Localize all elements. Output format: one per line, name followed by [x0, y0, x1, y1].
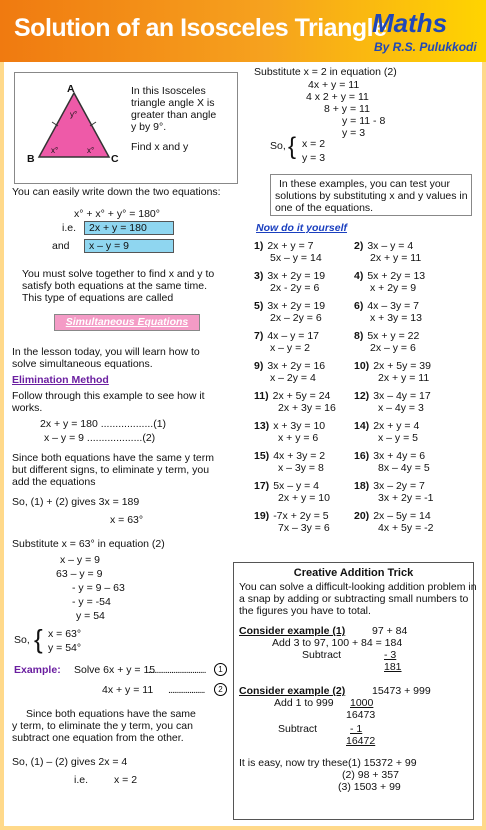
- test-line2: solutions by substituting x and y values in: [275, 190, 468, 202]
- problem-number: 11): [254, 390, 269, 402]
- right-step-2: 4 x 2 + y = 11: [306, 91, 369, 103]
- example-dots-1: ..............................: [148, 664, 206, 676]
- test-line1: In these examples, you can test your: [279, 178, 451, 190]
- circle-1: 1: [214, 663, 227, 676]
- substitute-2: Substitute x = 2 in equation (2): [254, 66, 397, 78]
- example2-1000: 1000: [350, 697, 374, 709]
- since2-line2: y term, to eliminate the y term, you can: [12, 720, 193, 732]
- problem-equation-b: 4x + 5y = -2: [378, 522, 434, 534]
- step-1: x – y = 9: [60, 554, 100, 566]
- problem-equation-a: 2x + y = 4: [373, 420, 420, 432]
- example2-add: Add 1 to 999: [274, 697, 334, 709]
- problem-equation-b: 7x – 3y = 6: [278, 522, 330, 534]
- example2-16473: 16473: [346, 709, 376, 721]
- so-label-left: So,: [14, 634, 30, 646]
- since-line3: add the equations: [12, 476, 96, 488]
- trick-desc-2: a snap by adding or subtracting small numbers to: [239, 593, 469, 605]
- brace-left: {: [34, 624, 43, 654]
- answer-x-63: x = 63°: [48, 628, 82, 640]
- system-eq-1: 2x + y = 180 ..................(1): [40, 418, 167, 430]
- problem-number: 6): [354, 300, 364, 312]
- subtract-label-2: Subtract: [278, 723, 318, 735]
- equation-sum: x° + x° + y° = 180°: [74, 208, 160, 220]
- problem-number: 17): [254, 480, 270, 492]
- equation-2-box: x – y = 9: [84, 239, 174, 253]
- content-area: [4, 62, 482, 826]
- para1-line1: You must solve together to find x and y to: [22, 268, 215, 280]
- example-label: Example:: [14, 664, 61, 676]
- add-result: So, (1) + (2) gives 3x = 189: [12, 496, 140, 508]
- try-1: (1) 15372 + 99: [348, 757, 417, 769]
- author-label: By R.S. Pulukkodi: [374, 40, 477, 54]
- elimination-heading: Elimination Method: [12, 374, 109, 386]
- since2-line3: subtract one equation from the other.: [12, 732, 184, 744]
- para2-line1: In the lesson today, you will learn how to: [12, 346, 200, 358]
- since-line2: but different signs, to eliminate y term, you: [12, 464, 210, 476]
- answer-x-2: x = 2: [302, 138, 326, 150]
- trick-title: Creative Addition Trick: [293, 567, 414, 579]
- angle-x-left-label: x°: [51, 146, 59, 155]
- vertex-c-label: C: [111, 153, 119, 165]
- equation-2-box-wrap: [84, 239, 174, 253]
- problem-number: 20): [354, 510, 370, 522]
- problem-item: [254, 480, 330, 504]
- intro-text: You can easily write down the two equations:: [12, 186, 221, 198]
- and-label: and: [52, 240, 70, 252]
- example1-subtract: - 3: [384, 649, 397, 661]
- problem-number: 16): [354, 450, 370, 462]
- answer-y-54: y = 54°: [48, 642, 82, 654]
- angle-y-label: y°: [70, 110, 78, 119]
- problem-equation-a: 3x – 4y = 17: [373, 390, 431, 402]
- problem-item: [254, 510, 330, 534]
- triangle-text-3: greater than angle: [131, 109, 217, 121]
- problem-equation-a: 2x + 5y = 39: [373, 360, 431, 372]
- problem-number: 7): [254, 330, 264, 342]
- example1-result: 181: [384, 661, 402, 673]
- equation-1-box: 2x + y = 180: [84, 221, 174, 235]
- problem-equation-b: 2x + y = 10: [278, 492, 330, 504]
- equation-1-box-wrap: [84, 221, 174, 235]
- problem-equation-b: 2x + y = 11: [378, 372, 430, 384]
- step-3: - y = 9 – 63: [72, 582, 125, 594]
- problem-equation-a: 3x + 2y = 19: [267, 300, 326, 312]
- answer-y-3: y = 3: [302, 152, 326, 164]
- try-label: It is easy, now try these: [239, 757, 348, 769]
- example-eq2: 4x + y = 11: [102, 684, 154, 696]
- problem-item: [354, 510, 434, 534]
- example1-label: Consider example (1): [239, 625, 346, 637]
- triangle-text-5: Find x and y: [131, 141, 189, 153]
- example-eq1: Solve 6x + y = 15: [74, 664, 156, 676]
- problem-equation-b: 2x + y = 11: [370, 252, 422, 264]
- triangle-text-2: triangle angle X is: [131, 97, 215, 109]
- step-4: - y = -54: [72, 596, 111, 608]
- trick-desc-1: You can solve a difficult-looking addition problem in: [239, 581, 477, 593]
- problem-number: 4): [354, 270, 364, 282]
- problem-equation-b: 2x + 3y = 16: [278, 402, 336, 414]
- problem-equation-a: 3x – 2y = 7: [373, 480, 425, 492]
- test-line3: one of the equations.: [275, 202, 374, 214]
- problem-item: [254, 390, 336, 414]
- so-label-right: So,: [270, 140, 286, 152]
- problem-item: [354, 300, 422, 324]
- para2-line2: solve simultaneous equations.: [12, 358, 153, 370]
- since-line1: Since both equations have the same y term: [12, 452, 214, 464]
- circle-2-wrap: [214, 683, 227, 696]
- problem-number: 10): [354, 360, 370, 372]
- problem-item: [354, 390, 431, 414]
- problem-item: [254, 450, 326, 474]
- problem-equation-a: 3x + 4y = 6: [373, 450, 426, 462]
- problem-number: 18): [354, 480, 370, 492]
- problem-equation-a: x + 3y = 10: [273, 420, 326, 432]
- problem-equation-b: 2x – y = 6: [370, 342, 416, 354]
- problem-equation-b: x + y = 6: [278, 432, 319, 444]
- para1-line2: satisfy both equations at the same time.: [22, 280, 208, 292]
- problem-number: 9): [254, 360, 264, 372]
- try-3: (3) 1503 + 99: [338, 781, 401, 793]
- problem-equation-a: 4x – 3y = 7: [367, 300, 420, 312]
- para1-line3: This type of equations are called: [22, 292, 174, 304]
- example2-sum: 15473 + 999: [372, 685, 431, 697]
- simultaneous-equations-label: Simultaneous Equations: [54, 314, 200, 331]
- problem-item: [354, 450, 430, 474]
- problem-equation-a: 5x – y = 4: [273, 480, 320, 492]
- problem-equation-b: 2x – 2y = 6: [270, 312, 322, 324]
- problem-number: 1): [254, 240, 264, 252]
- follow-line1: Follow through this example to see how it: [12, 390, 205, 402]
- right-step-3: 8 + y = 11: [324, 103, 370, 115]
- step-2: 63 – y = 9: [56, 568, 103, 580]
- problem-equation-b: 3x + 2y = -1: [378, 492, 434, 504]
- problem-number: 19): [254, 510, 270, 522]
- problem-item: [354, 480, 434, 504]
- problem-number: 13): [254, 420, 270, 432]
- problem-number: 12): [354, 390, 370, 402]
- example1-line: Add 3 to 97, 100 + 84 = 184: [272, 637, 403, 649]
- creative-addition-box: [233, 562, 477, 820]
- problem-equation-a: -7x + 2y = 5: [273, 510, 329, 522]
- problem-equation-b: x – 4y = 3: [378, 402, 424, 414]
- do-it-yourself-heading: Now do it yourself: [256, 222, 348, 234]
- example2-label: Consider example (2): [239, 685, 346, 697]
- problem-equation-a: 4x – y = 17: [267, 330, 320, 342]
- problem-number: 3): [254, 270, 264, 282]
- problem-item: [354, 420, 420, 444]
- problem-number: 15): [254, 450, 270, 462]
- ie-label-2: i.e.: [74, 774, 89, 786]
- page-title: Solution of an Isosceles Triangle: [14, 14, 387, 42]
- problem-equation-a: 5x + 2y = 13: [367, 270, 426, 282]
- problem-equation-b: x + 3y = 13: [370, 312, 422, 324]
- problem-item: [254, 240, 322, 264]
- x-63: x = 63°: [110, 514, 144, 526]
- problem-number: 5): [254, 300, 264, 312]
- triangle-text-1: In this Isosceles: [131, 85, 206, 97]
- problem-number: 2): [354, 240, 364, 252]
- problem-equation-b: 2x - 2y = 6: [270, 282, 320, 294]
- step-5: y = 54: [76, 610, 105, 622]
- subtract-result: So, (1) – (2) gives 2x = 4: [12, 756, 128, 768]
- right-step-4: y = 11 - 8: [342, 115, 386, 127]
- problem-item: [354, 270, 426, 294]
- test-solutions-box: [270, 174, 472, 216]
- example-dots-2: ...................: [168, 684, 205, 696]
- header-banner: [0, 0, 486, 62]
- problem-item: [254, 360, 326, 384]
- system-eq-2: x – y = 9 ...................(2): [44, 432, 156, 444]
- problem-equation-a: 3x + 2y = 16: [267, 360, 326, 372]
- problem-equation-b: x – 2y = 4: [270, 372, 316, 384]
- problem-equation-b: x – 3y = 8: [278, 462, 324, 474]
- vertex-b-label: B: [27, 153, 35, 165]
- triangle-text-4: y by 9°.: [131, 121, 167, 133]
- problem-equation-a: 5x + y = 22: [367, 330, 420, 342]
- substitute-63: Substitute x = 63° in equation (2): [12, 538, 165, 550]
- problem-item: [254, 270, 326, 294]
- right-step-1: 4x + y = 11: [308, 79, 360, 91]
- problem-number: 14): [354, 420, 370, 432]
- problem-equation-b: x + 2y = 9: [370, 282, 417, 294]
- problem-item: [354, 330, 420, 354]
- problem-item: [354, 240, 422, 264]
- problem-equation-a: 2x – 5y = 14: [373, 510, 431, 522]
- problem-number: 8): [354, 330, 364, 342]
- problem-equation-a: 4x + 3y = 2: [273, 450, 326, 462]
- angle-x-right-label: x°: [87, 146, 95, 155]
- example2-subtract: - 1: [350, 723, 363, 735]
- brace-right: {: [288, 133, 297, 160]
- problem-equation-b: x – y = 5: [378, 432, 418, 444]
- vertex-a-label: A: [67, 83, 75, 95]
- problem-equation-a: 3x + 2y = 19: [267, 270, 326, 282]
- problem-equation-b: 8x – 4y = 5: [378, 462, 430, 474]
- right-step-5: y = 3: [342, 127, 366, 139]
- trick-desc-3: the figures you have to total.: [239, 605, 371, 617]
- triangle-box: [14, 72, 238, 184]
- problem-equation-b: x – y = 2: [270, 342, 310, 354]
- try-2: (2) 98 + 357: [342, 769, 399, 781]
- problem-item: [354, 360, 431, 384]
- example1-sum: 97 + 84: [372, 625, 408, 637]
- example2-result: 16472: [346, 735, 376, 747]
- x-2: x = 2: [114, 774, 138, 786]
- problem-equation-a: 3x – y = 4: [367, 240, 414, 252]
- follow-line2: works.: [12, 402, 43, 414]
- problem-equation-a: 2x + 5y = 24: [272, 390, 331, 402]
- subtract-label-1: Subtract: [302, 649, 342, 661]
- problem-item: [254, 300, 326, 324]
- problem-equation-a: 2x + y = 7: [267, 240, 314, 252]
- problem-item: [254, 420, 326, 444]
- problem-item: [254, 330, 320, 354]
- brand-label: Maths: [372, 8, 448, 38]
- since2-line1: Since both equations have the same: [26, 708, 196, 720]
- ie-label: i.e.: [62, 222, 77, 234]
- problem-equation-b: 5x – y = 14: [270, 252, 322, 264]
- circle-1-wrap: [214, 663, 227, 676]
- circle-2: 2: [214, 683, 227, 696]
